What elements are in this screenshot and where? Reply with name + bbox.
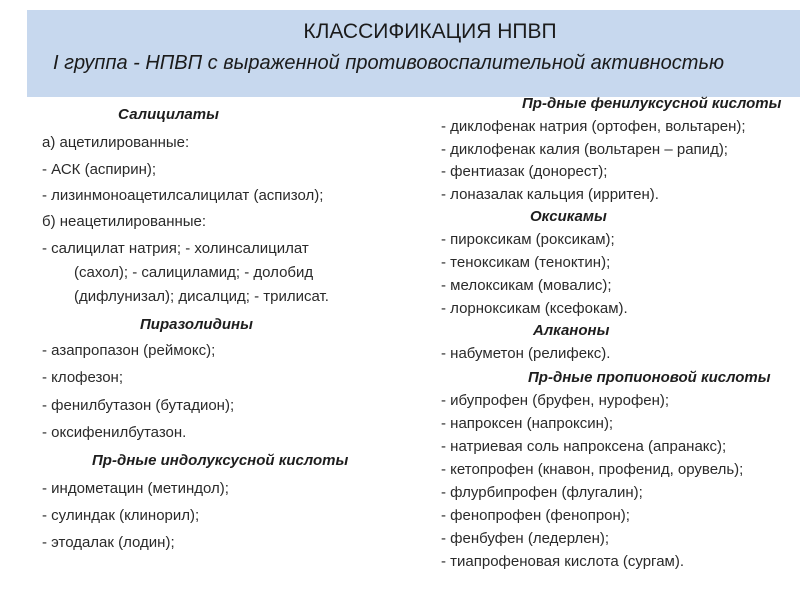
left-section-heading: Пиразолидины [140, 316, 253, 333]
left-list-item: - этодалак (лодин); [42, 534, 175, 551]
right-list-item: - ибупрофен (бруфен, нурофен); [441, 392, 670, 409]
right-list-item: - лорноксикам (ксефокам). [441, 300, 628, 317]
left-list-item: - сулиндак (клинорил); [42, 507, 200, 524]
left-list-item: - АСК (аспирин); [42, 161, 157, 178]
left-section-heading: Пр-дные индолуксусной кислоты [92, 452, 349, 469]
left-list-item: - оксифенилбутазон. [42, 424, 187, 441]
right-list-item: - кетопрофен (кнавон, профенид, орувель); [441, 461, 744, 478]
left-list-item: (сахол); - салициламид; - долобид [74, 264, 314, 281]
right-list-item: - теноксикам (теноктин); [441, 254, 611, 271]
right-list-item: - диклофенак калия (вольтарен – рапид); [441, 141, 728, 158]
left-list-item: - лизинмоноацетилсалицилат (аспизол); [42, 187, 324, 204]
right-list-item: - натриевая соль напроксена (апранакс); [441, 438, 727, 455]
right-section-heading: Пр-дные фенилуксусной кислоты [522, 95, 782, 112]
left-list-item: - азапропазон (реймокс); [42, 342, 216, 359]
right-section-heading: Алканоны [533, 322, 610, 339]
right-list-item: - пироксикам (роксикам); [441, 231, 615, 248]
left-list-item: (дифлунизал); дисалцид; - трилисат. [74, 288, 329, 305]
right-list-item: - напроксен (напроксин); [441, 415, 614, 432]
left-list-item: - фенилбутазон (бутадион); [42, 397, 235, 414]
page-title: КЛАССИФИКАЦИЯ НПВП [303, 20, 557, 43]
left-list-item: а) ацетилированные: [42, 134, 190, 151]
left-section-heading: Салицилаты [118, 106, 219, 123]
left-list-item: б) неацетилированные: [42, 213, 207, 230]
right-list-item: - набуметон (релифекс). [441, 345, 611, 362]
right-list-item: - диклофенак натрия (ортофен, вольтарен); [441, 118, 746, 135]
page-subtitle: I группа - НПВП с выраженной противовоспалительной активностью [53, 52, 724, 74]
right-section-heading: Пр-дные пропионовой кислоты [528, 369, 771, 386]
right-list-item: - фентиазак (донорест); [441, 163, 608, 180]
left-list-item: - клофезон; [42, 369, 124, 386]
right-list-item: - тиапрофеновая кислота (сургам). [441, 553, 685, 570]
left-list-item: - салицилат натрия; - холинсалицилат [42, 240, 309, 257]
right-section-heading: Оксикамы [530, 208, 607, 225]
left-list-item: - индометацин (метиндол); [42, 480, 229, 497]
right-list-item: - фенбуфен (ледерлен); [441, 530, 610, 547]
right-list-item: - мелоксикам (мовалис); [441, 277, 612, 294]
right-list-item: - флурбипрофен (флугалин); [441, 484, 643, 501]
right-list-item: - фенопрофен (фенопрон); [441, 507, 630, 524]
right-list-item: - лоназалак кальция (ирритен). [441, 186, 659, 203]
